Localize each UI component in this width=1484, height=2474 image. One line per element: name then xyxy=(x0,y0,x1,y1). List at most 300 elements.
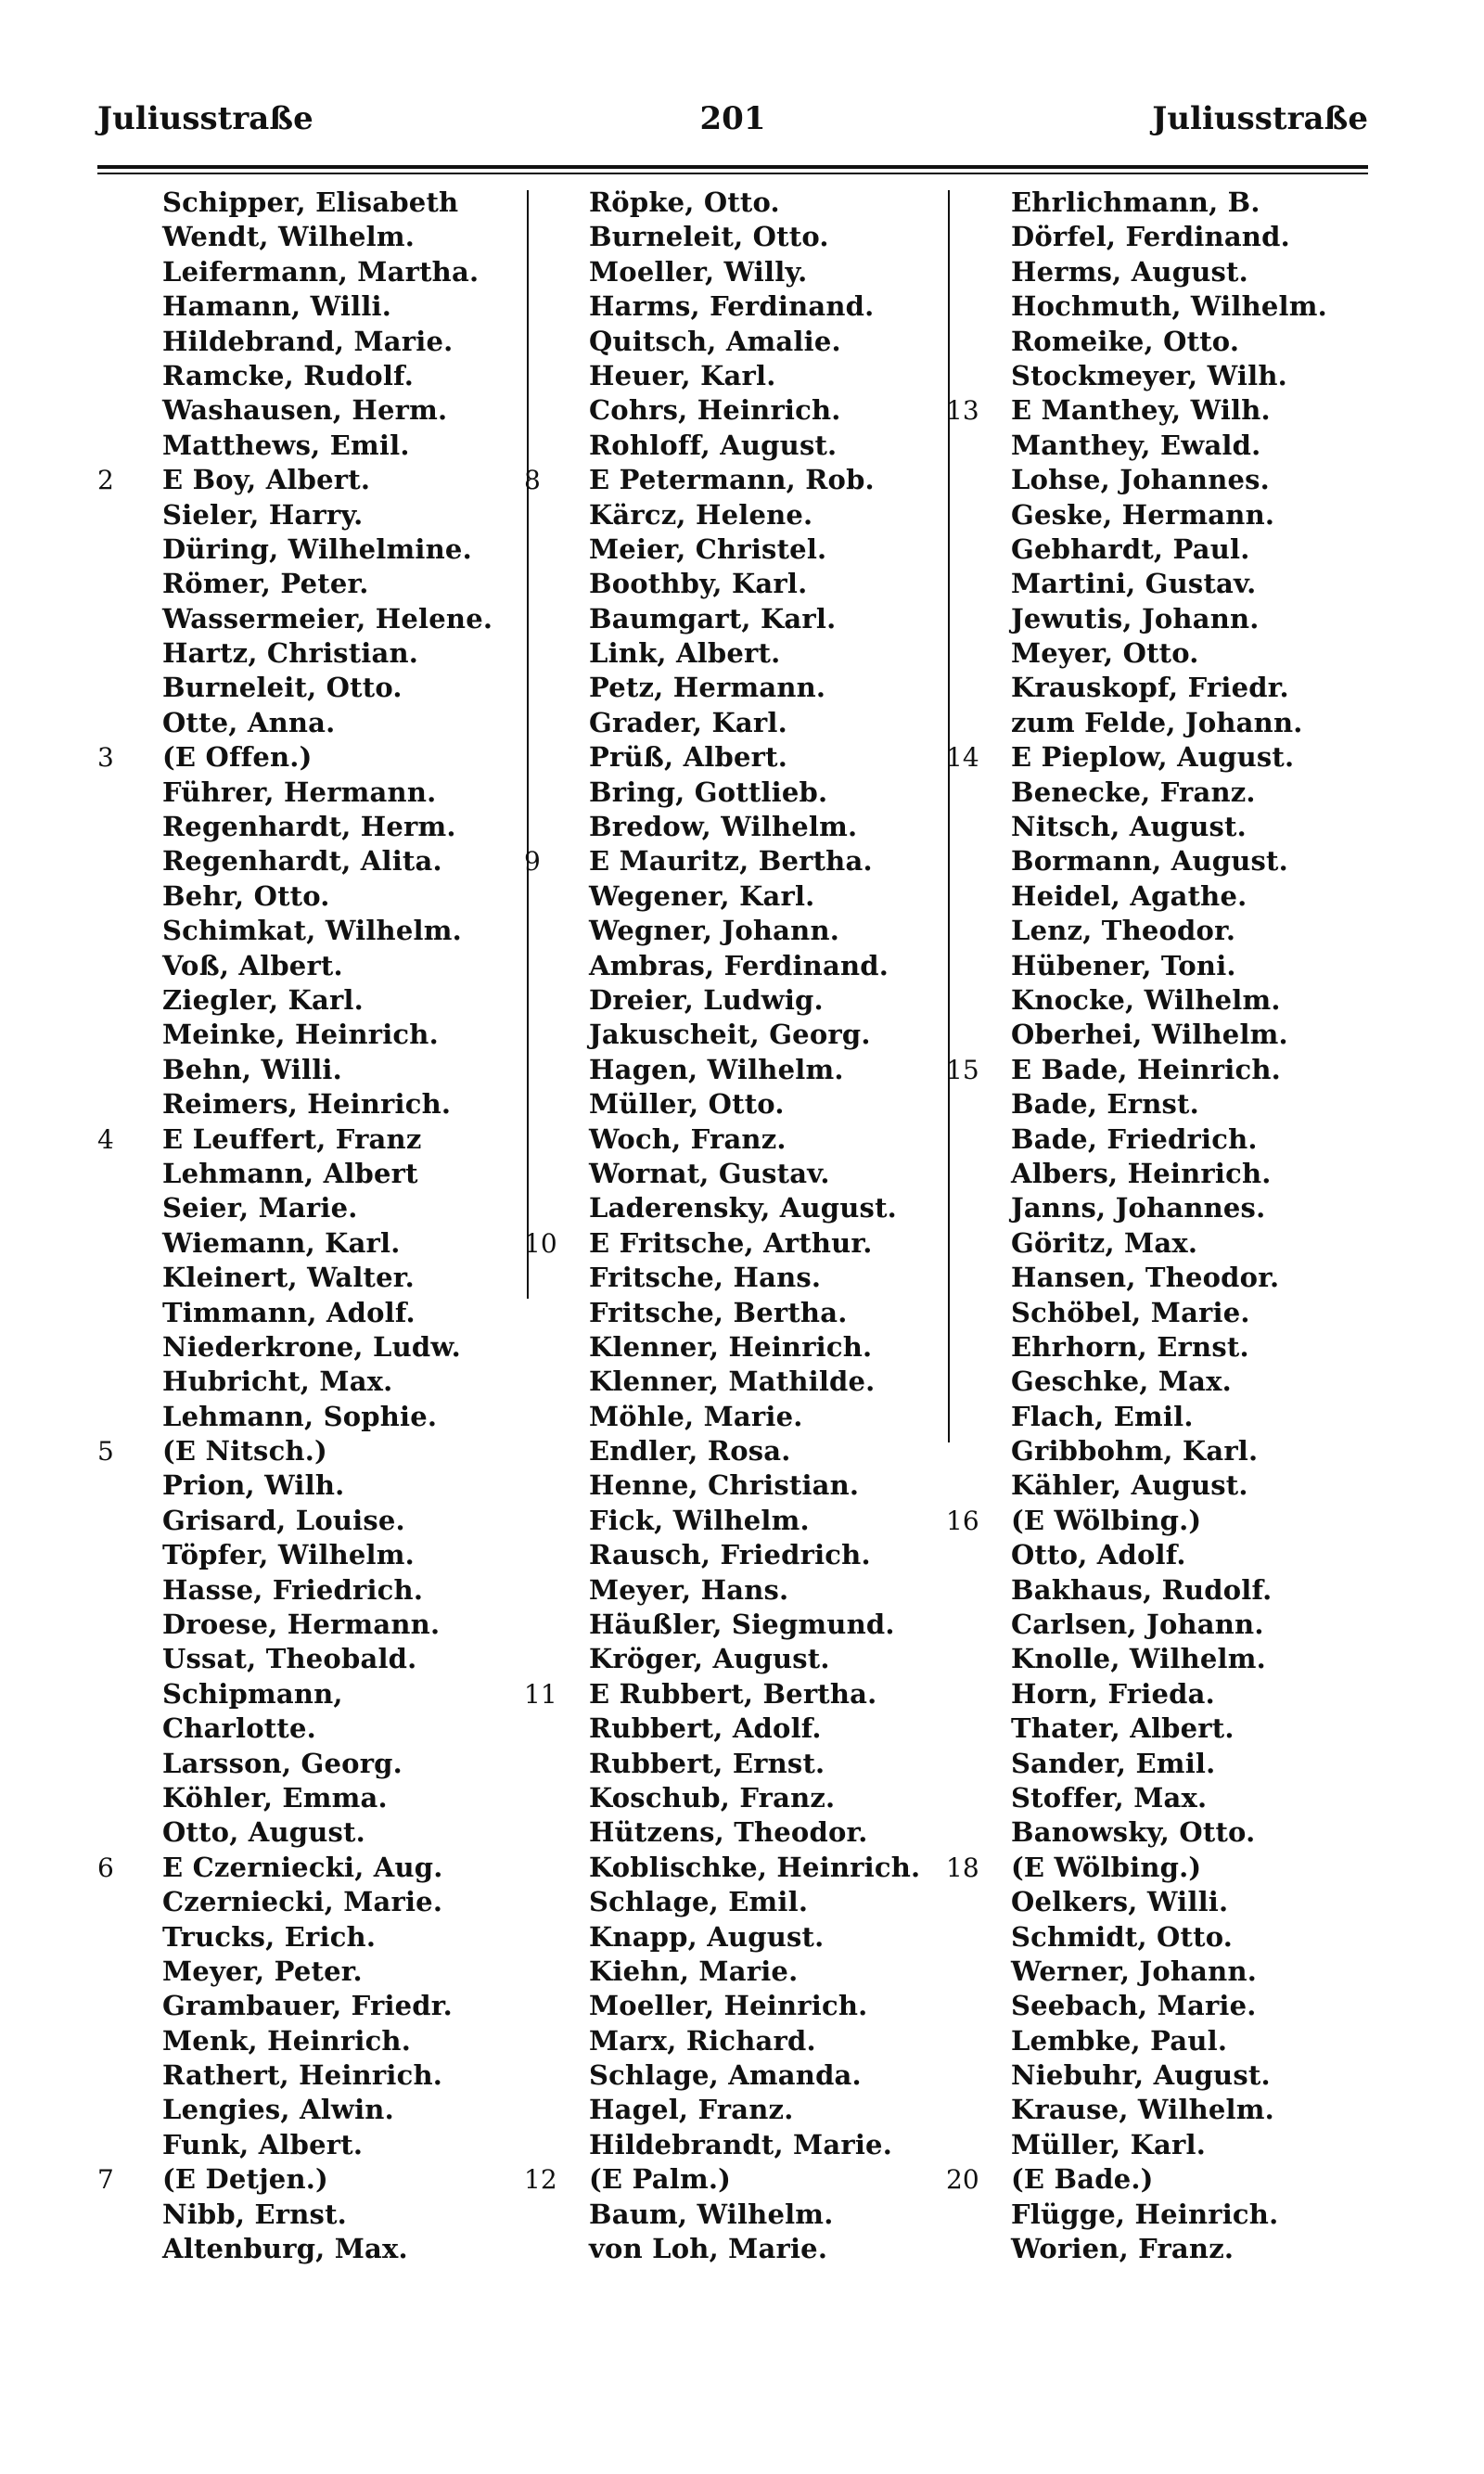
resident-name: Göritz, Max. xyxy=(1011,1226,1198,1259)
resident-name: Ramcke, Rudolf. xyxy=(162,359,414,391)
directory-entry xyxy=(107,1018,524,1052)
resident-name: Cohrs, Heinrich. xyxy=(589,394,841,427)
resident-name: Seebach, Marie. xyxy=(1011,1990,1257,2022)
directory-entry xyxy=(533,1747,946,1781)
directory-entry xyxy=(955,567,1382,601)
resident-name: Baum, Wilhelm. xyxy=(589,2198,834,2230)
resident-name: Meyer, Hans. xyxy=(589,1573,789,1606)
page-number: 201 xyxy=(699,100,766,137)
resident-name: Köhler, Emma. xyxy=(162,1781,388,1814)
directory-entry xyxy=(533,1851,946,1885)
directory-entry xyxy=(107,1226,524,1261)
directory-entry xyxy=(107,2128,524,2162)
resident-name: Menk, Heinrich. xyxy=(162,2024,412,2057)
directory-entry xyxy=(533,602,946,636)
directory-entry xyxy=(107,1261,524,1295)
resident-name: Wiemann, Karl. xyxy=(162,1226,401,1259)
resident-name: Sander, Emil. xyxy=(1011,1747,1216,1779)
directory-entry xyxy=(107,325,524,359)
directory-entry xyxy=(524,1226,946,1261)
directory-entry xyxy=(107,1747,524,1781)
resident-name: Wornat, Gustav. xyxy=(589,1157,830,1189)
directory-entry xyxy=(533,1573,946,1608)
column-divider-2 xyxy=(948,190,950,1442)
directory-entry xyxy=(955,1018,1382,1052)
directory-entry xyxy=(955,1365,1382,1399)
resident-name: E Leuffert, Franz xyxy=(162,1122,422,1155)
resident-name: Wassermeier, Helene. xyxy=(162,602,493,635)
directory-entry xyxy=(533,2058,946,2093)
resident-name: Woch, Franz. xyxy=(589,1122,787,1155)
resident-name: Horn, Frieda. xyxy=(1011,1677,1215,1710)
resident-name: (E Detjen.) xyxy=(162,2163,328,2196)
directory-entry xyxy=(955,636,1382,671)
directory-entry xyxy=(955,810,1382,844)
directory-entry xyxy=(955,220,1382,254)
directory-entry xyxy=(955,532,1382,567)
directory-entry xyxy=(955,1642,1382,1676)
directory-entry xyxy=(107,1608,524,1642)
resident-name: Reimers, Heinrich. xyxy=(162,1088,452,1121)
directory-entry xyxy=(97,740,524,775)
directory-entry xyxy=(533,1365,946,1399)
directory-entry xyxy=(107,498,524,532)
resident-name: Hübener, Toni. xyxy=(1011,949,1236,981)
resident-name: Klenner, Heinrich. xyxy=(589,1330,873,1363)
resident-name: Droese, Hermann. xyxy=(162,1609,441,1641)
resident-name: Nibb, Ernst. xyxy=(162,2198,347,2230)
resident-name: Benecke, Franz. xyxy=(1011,776,1256,808)
resident-name: (E Wölbing.) xyxy=(1011,1504,1202,1536)
resident-name: Heidel, Agathe. xyxy=(1011,879,1247,912)
house-number: 10 xyxy=(524,1227,557,1259)
directory-entry xyxy=(107,1573,524,1608)
directory-entry xyxy=(107,255,524,289)
resident-name: Bredow, Wilhelm. xyxy=(589,811,858,843)
resident-name: Henne, Christian. xyxy=(589,1469,860,1502)
directory-entry xyxy=(107,1191,524,1225)
directory-entry xyxy=(533,776,946,810)
directory-entry xyxy=(107,1885,524,1919)
directory-entry xyxy=(955,1573,1382,1608)
resident-name: Dörfel, Ferdinand. xyxy=(1011,221,1290,253)
directory-entry xyxy=(955,1330,1382,1365)
directory-entry xyxy=(107,1468,524,1503)
resident-name: Rathert, Heinrich. xyxy=(162,2059,443,2092)
directory-entry xyxy=(533,1642,946,1676)
directory-entry xyxy=(107,532,524,567)
directory-entry xyxy=(524,1677,946,1711)
directory-entry xyxy=(533,1296,946,1330)
directory-entry xyxy=(955,1468,1382,1503)
resident-name: von Loh, Marie. xyxy=(589,2233,828,2265)
resident-name: Lembke, Paul. xyxy=(1011,2024,1228,2057)
directory-entry xyxy=(955,2232,1382,2266)
directory-entry xyxy=(533,914,946,948)
resident-name: Behn, Willi. xyxy=(162,1053,342,1085)
resident-name: Hildebrandt, Marie. xyxy=(589,2128,892,2160)
directory-entry xyxy=(955,2058,1382,2093)
resident-name: E Fritsche, Arthur. xyxy=(589,1226,873,1259)
header-street-left: Juliusstraße xyxy=(97,100,313,137)
directory-entry xyxy=(533,2093,946,2127)
directory-entry xyxy=(955,1989,1382,2023)
column-1 xyxy=(97,186,524,2266)
resident-name: Werner, Johann. xyxy=(1011,1955,1258,1987)
directory-entry xyxy=(533,1920,946,1955)
directory-entry xyxy=(533,429,946,463)
resident-name: Matthews, Emil. xyxy=(162,429,410,461)
resident-name: Kärcz, Helene. xyxy=(589,498,813,531)
resident-name: Ziegler, Karl. xyxy=(162,983,364,1016)
directory-entry xyxy=(107,1504,524,1538)
resident-name: Regenhardt, Alita. xyxy=(162,845,442,878)
resident-name: Fritsche, Bertha. xyxy=(589,1296,848,1328)
resident-name: E Mauritz, Bertha. xyxy=(589,845,873,878)
resident-name: Knocke, Wilhelm. xyxy=(1011,983,1281,1016)
resident-name: Hützens, Theodor. xyxy=(589,1816,868,1849)
resident-name: Niebuhr, August. xyxy=(1011,2059,1271,2092)
resident-name: Niederkrone, Ludw. xyxy=(162,1330,461,1363)
directory-entry xyxy=(955,1087,1382,1122)
directory-entry xyxy=(107,393,524,428)
directory-entry xyxy=(533,1191,946,1225)
resident-name: E Pieplow, August. xyxy=(1011,741,1295,774)
resident-name: Oberhei, Wilhelm. xyxy=(1011,1019,1288,1051)
directory-entry xyxy=(107,1677,524,1711)
house-number: 18 xyxy=(946,1852,979,1883)
resident-name: Regenhardt, Herm. xyxy=(162,811,456,843)
directory-entry xyxy=(533,2128,946,2162)
column-3 xyxy=(946,186,1382,2266)
resident-name: Meyer, Peter. xyxy=(162,1955,363,1987)
resident-name: Martini, Gustav. xyxy=(1011,568,1257,600)
directory-entry xyxy=(955,949,1382,983)
resident-name: Lehmann, Albert xyxy=(162,1157,418,1189)
resident-name: E Czerniecki, Aug. xyxy=(162,1851,443,1883)
resident-name: Prion, Wilh. xyxy=(162,1469,345,1502)
resident-name: Ambras, Ferdinand. xyxy=(589,949,889,981)
resident-name: Otto, Adolf. xyxy=(1011,1539,1186,1571)
column-divider-1 xyxy=(527,190,529,1299)
house-number: 11 xyxy=(524,1678,557,1710)
directory-entry xyxy=(107,2024,524,2058)
directory-entry xyxy=(955,844,1382,878)
directory-entry xyxy=(107,1920,524,1955)
directory-entry xyxy=(533,2024,946,2058)
resident-name: Thater, Albert. xyxy=(1011,1712,1235,1745)
directory-entry xyxy=(107,636,524,671)
resident-name: Rohloff, August. xyxy=(589,429,838,461)
directory-entry xyxy=(533,1781,946,1815)
directory-entry xyxy=(533,393,946,428)
directory-entry xyxy=(107,1330,524,1365)
resident-name: Geske, Hermann. xyxy=(1011,498,1275,531)
resident-name: Häußler, Siegmund. xyxy=(589,1609,895,1641)
directory-entry xyxy=(955,463,1382,497)
resident-name: Krauskopf, Friedr. xyxy=(1011,672,1289,704)
directory-entry xyxy=(533,186,946,220)
directory-entry xyxy=(955,1538,1382,1572)
directory-entry xyxy=(107,1365,524,1399)
directory-entry xyxy=(97,2162,524,2197)
resident-name: Banowsky, Otto. xyxy=(1011,1816,1256,1849)
directory-entry xyxy=(533,567,946,601)
house-number: 7 xyxy=(97,2164,114,2196)
directory-entry xyxy=(955,879,1382,914)
directory-entry xyxy=(533,359,946,393)
resident-name: Führer, Hermann. xyxy=(162,776,437,808)
resident-name: Herms, August. xyxy=(1011,255,1248,288)
resident-name: Washausen, Herm. xyxy=(162,394,448,427)
directory-entry xyxy=(533,1261,946,1295)
resident-name: Lehmann, Sophie. xyxy=(162,1400,438,1432)
directory-entry xyxy=(955,1955,1382,1989)
directory-entry xyxy=(955,429,1382,463)
directory-entry xyxy=(955,1885,1382,1919)
house-number: 14 xyxy=(946,742,979,774)
directory-entry xyxy=(107,914,524,948)
resident-name: Behr, Otto. xyxy=(162,879,330,912)
page-header xyxy=(97,100,1368,156)
directory-entry xyxy=(955,255,1382,289)
resident-name: Nitsch, August. xyxy=(1011,811,1247,843)
resident-name: Meinke, Heinrich. xyxy=(162,1019,439,1051)
directory-entry xyxy=(533,2232,946,2266)
directory-entry xyxy=(955,1434,1382,1468)
resident-name: Lenz, Theodor. xyxy=(1011,915,1236,947)
resident-name: Schöbel, Marie. xyxy=(1011,1296,1250,1328)
directory-entry xyxy=(955,2128,1382,2162)
directory-entry xyxy=(107,289,524,324)
resident-name: Römer, Peter. xyxy=(162,568,369,600)
resident-name: Koblischke, Heinrich. xyxy=(589,1851,921,1883)
resident-name: Ussat, Theobald. xyxy=(162,1643,417,1675)
header-rule-thick xyxy=(97,165,1368,169)
house-number: 16 xyxy=(946,1505,979,1536)
directory-entry xyxy=(97,1851,524,1885)
directory-entry xyxy=(533,810,946,844)
resident-name: Burneleit, Otto. xyxy=(589,221,829,253)
directory-entry xyxy=(107,1157,524,1191)
resident-name: Krause, Wilhelm. xyxy=(1011,2094,1274,2126)
house-number: 12 xyxy=(524,2164,557,2196)
directory-entry xyxy=(533,1330,946,1365)
resident-name: (E Palm.) xyxy=(589,2163,732,2196)
house-number: 4 xyxy=(97,1123,114,1155)
directory-entry xyxy=(955,1677,1382,1711)
directory-entry xyxy=(533,879,946,914)
house-number: 5 xyxy=(97,1436,114,1468)
directory-entry xyxy=(533,2198,946,2232)
directory-entry xyxy=(107,2198,524,2232)
resident-name: Heuer, Karl. xyxy=(589,359,776,391)
resident-name: Moeller, Willy. xyxy=(589,255,808,288)
directory-entry xyxy=(946,2162,1382,2197)
resident-name: Charlotte. xyxy=(162,1712,316,1745)
resident-name: Bade, Friedrich. xyxy=(1011,1122,1258,1155)
resident-name: Larsson, Georg. xyxy=(162,1747,403,1779)
resident-name: Boothby, Karl. xyxy=(589,568,808,600)
resident-name: Kröger, August. xyxy=(589,1643,830,1675)
house-number: 15 xyxy=(946,1054,979,1085)
directory-entry xyxy=(107,983,524,1018)
resident-name: Fritsche, Hans. xyxy=(589,1262,822,1294)
resident-name: Link, Albert. xyxy=(589,637,781,670)
directory-entry xyxy=(533,706,946,740)
directory-entry xyxy=(533,1434,946,1468)
directory-entry xyxy=(107,1955,524,1989)
directory-entry xyxy=(533,220,946,254)
resident-name: Flach, Emil. xyxy=(1011,1400,1194,1432)
resident-name: Czerniecki, Marie. xyxy=(162,1886,443,1918)
directory-entry xyxy=(107,429,524,463)
resident-name: Petz, Hermann. xyxy=(589,672,826,704)
directory-entry xyxy=(533,498,946,532)
header-rule-thin xyxy=(97,173,1368,174)
directory-entry xyxy=(533,255,946,289)
resident-name: E Rubbert, Bertha. xyxy=(589,1677,877,1710)
resident-name: E Bade, Heinrich. xyxy=(1011,1053,1281,1085)
directory-entry xyxy=(955,325,1382,359)
directory-entry xyxy=(955,1296,1382,1330)
directory-entry xyxy=(955,983,1382,1018)
resident-name: Bring, Gottlieb. xyxy=(589,776,828,808)
directory-entry xyxy=(533,740,946,775)
directory-entry xyxy=(955,498,1382,532)
directory-entry xyxy=(107,776,524,810)
directory-entry xyxy=(107,1989,524,2023)
directory-entry xyxy=(955,1191,1382,1225)
resident-name: Gebhardt, Paul. xyxy=(1011,532,1250,565)
directory-entry xyxy=(107,186,524,220)
directory-entry xyxy=(107,706,524,740)
resident-name: Wendt, Wilhelm. xyxy=(162,221,416,253)
directory-entry xyxy=(533,1400,946,1434)
directory-entry xyxy=(107,1711,524,1746)
resident-name: Worien, Franz. xyxy=(1011,2233,1235,2265)
resident-name: Hochmuth, Wilhelm. xyxy=(1011,290,1327,323)
directory-entry xyxy=(107,879,524,914)
directory-entry xyxy=(955,1920,1382,1955)
directory-entry xyxy=(533,1157,946,1191)
resident-name: Seier, Marie. xyxy=(162,1192,358,1224)
directory-entry xyxy=(107,2232,524,2266)
house-number: 9 xyxy=(524,846,541,878)
resident-name: Knapp, August. xyxy=(589,1920,825,1953)
directory-entry xyxy=(107,359,524,393)
directory-entry xyxy=(107,1400,524,1434)
directory-entry xyxy=(955,1781,1382,1815)
resident-name: (E Offen.) xyxy=(162,741,313,774)
resident-name: Kleinert, Walter. xyxy=(162,1262,415,1294)
resident-name: Hansen, Theodor. xyxy=(1011,1262,1280,1294)
directory-entry xyxy=(107,602,524,636)
directory-entry xyxy=(955,776,1382,810)
directory-entry xyxy=(107,1538,524,1572)
resident-name: Oelkers, Willi. xyxy=(1011,1886,1229,1918)
resident-name: Quitsch, Amalie. xyxy=(589,325,841,357)
column-2 xyxy=(524,186,946,2266)
directory-entry xyxy=(955,1747,1382,1781)
directory-entry xyxy=(955,2093,1382,2127)
directory-entry xyxy=(955,1122,1382,1157)
directory-entry xyxy=(107,220,524,254)
directory-entry xyxy=(955,1226,1382,1261)
resident-name: Grader, Karl. xyxy=(589,706,787,738)
resident-name: Ehrhorn, Ernst. xyxy=(1011,1330,1249,1363)
resident-name: Meyer, Otto. xyxy=(1011,637,1199,670)
directory-entry xyxy=(533,949,946,983)
directory-entry xyxy=(107,810,524,844)
resident-name: Romeike, Otto. xyxy=(1011,325,1240,357)
resident-name: Timmann, Adolf. xyxy=(162,1296,416,1328)
resident-name: Leifermann, Martha. xyxy=(162,255,480,288)
directory-entry xyxy=(107,567,524,601)
resident-name: Kiehn, Marie. xyxy=(589,1955,799,1987)
directory-entry xyxy=(533,671,946,705)
resident-name: Laderensky, August. xyxy=(589,1192,897,1224)
directory-entry xyxy=(533,1885,946,1919)
directory-entry xyxy=(107,2058,524,2093)
resident-name: Jewutis, Johann. xyxy=(1011,602,1260,635)
resident-name: Dreier, Ludwig. xyxy=(589,983,824,1016)
resident-name: Schimkat, Wilhelm. xyxy=(162,915,462,947)
house-number: 13 xyxy=(946,395,979,427)
resident-name: E Petermann, Rob. xyxy=(589,464,875,496)
directory-entry xyxy=(946,393,1382,428)
resident-name: Jakuscheit, Georg. xyxy=(589,1019,871,1051)
directory-entry xyxy=(533,1608,946,1642)
resident-name: Hasse, Friedrich. xyxy=(162,1573,424,1606)
resident-name: Otto, August. xyxy=(162,1816,365,1849)
resident-name: Schipper, Elisabeth xyxy=(162,186,459,218)
directory-entry xyxy=(107,1087,524,1122)
resident-name: E Boy, Albert. xyxy=(162,464,371,496)
resident-name: Schlage, Amanda. xyxy=(589,2059,862,2092)
resident-name: Klenner, Mathilde. xyxy=(589,1365,876,1398)
house-number: 3 xyxy=(97,742,114,774)
resident-name: Grambauer, Friedr. xyxy=(162,1990,453,2022)
directory-entry xyxy=(533,289,946,324)
resident-name: Hamann, Willi. xyxy=(162,290,392,323)
directory-entry xyxy=(533,1122,946,1157)
directory-entry xyxy=(955,1815,1382,1850)
directory-entry xyxy=(946,1851,1382,1885)
directory-entry xyxy=(955,359,1382,393)
resident-name: Rubbert, Ernst. xyxy=(589,1747,825,1779)
directory-entry xyxy=(533,1504,946,1538)
resident-name: Müller, Karl. xyxy=(1011,2128,1207,2160)
resident-name: Röpke, Otto. xyxy=(589,186,780,218)
resident-name: Otte, Anna. xyxy=(162,706,336,738)
directory-entry xyxy=(533,1087,946,1122)
resident-name: (E Nitsch.) xyxy=(162,1435,327,1468)
resident-name: Hartz, Christian. xyxy=(162,637,419,670)
resident-name: Hubricht, Max. xyxy=(162,1365,393,1398)
resident-name: Prüß, Albert. xyxy=(589,741,788,774)
resident-name: zum Felde, Johann. xyxy=(1011,706,1303,738)
resident-name: Manthey, Ewald. xyxy=(1011,429,1261,461)
directory-entry xyxy=(524,2162,946,2197)
resident-name: E Manthey, Wilh. xyxy=(1011,394,1271,427)
directory-entry xyxy=(524,844,946,878)
resident-name: Gribbohm, Karl. xyxy=(1011,1435,1259,1468)
resident-name: Koschub, Franz. xyxy=(589,1781,836,1814)
directory-entry xyxy=(533,1538,946,1572)
resident-name: Stockmeyer, Wilh. xyxy=(1011,359,1287,391)
directory-entry xyxy=(955,2024,1382,2058)
